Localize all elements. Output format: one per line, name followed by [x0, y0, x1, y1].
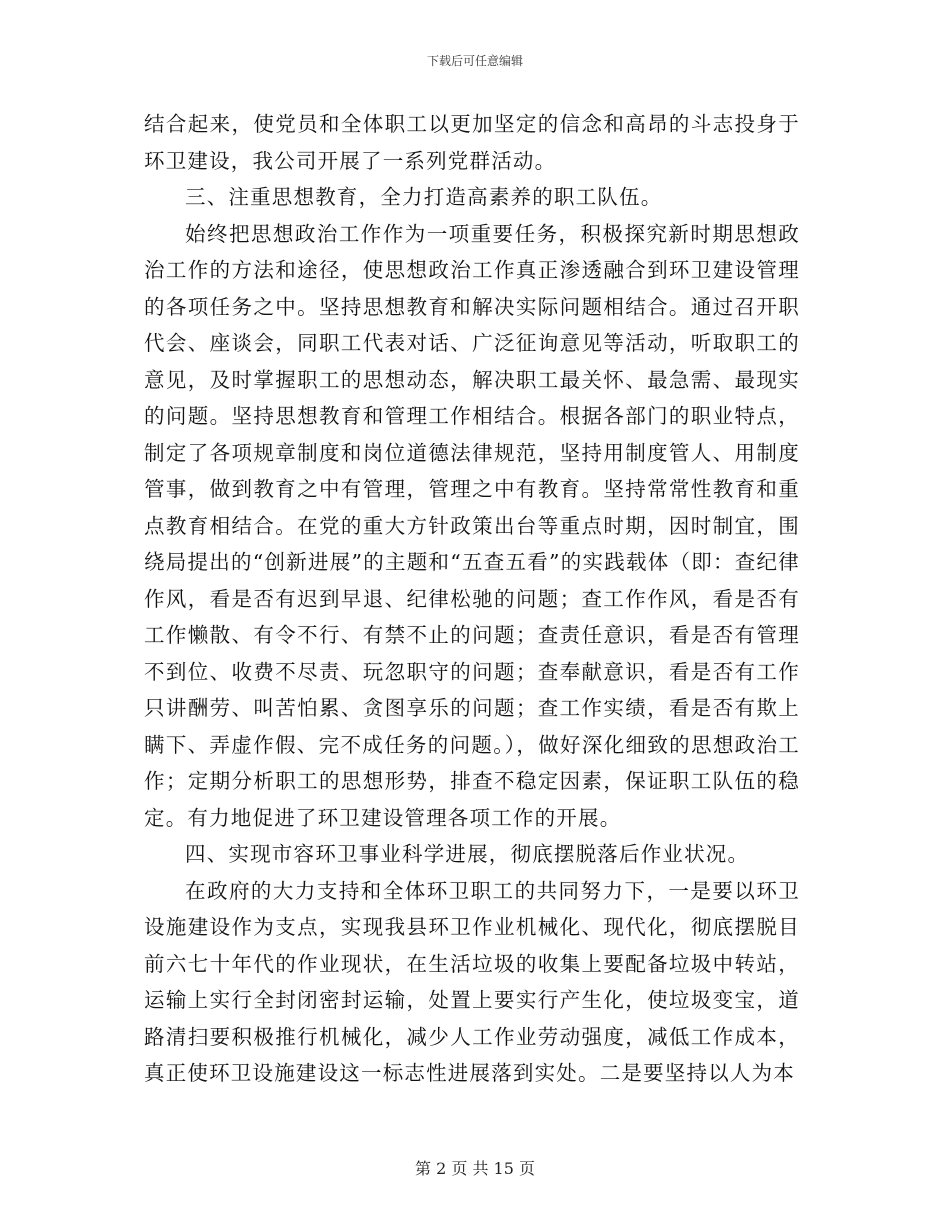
footer-prefix: 第: [414, 1159, 431, 1178]
footer-middle: 页 共: [451, 1159, 489, 1178]
document-body: [144, 106, 800, 1092]
page-footer: [0, 1159, 950, 1179]
current-page-number: 2: [436, 1159, 447, 1178]
paragraph-sanitation-development: 在政府的大力支持和全体环卫职工的共同努力下，一是要以环卫设施建设作为支点，实现我县环卫作业机械化、现代化，彻底摆脱目前六七十年代的作业现状，在生活垃圾的收集上要配备垃圾中转站，运输上实行全封闭密封运输，处置上要实行产生化，使垃圾变宝，道路清扫要积极推行机械化，减少人工作业劳动强度，减低工作成本，真正使环卫设施建设这一标志性进展落到实处。二是要坚持以人为本: [144, 878, 800, 1085]
total-page-count: 15: [493, 1159, 514, 1178]
paragraph-ideological-education: 始终把思想政治工作作为一项重要任务，积极探究新时期思想政治工作的方法和途径，使思想政治工作真正渗透融合到环卫建设管理的各项任务之中。坚持思想教育和解决实际问题相结合。通过召开职代会、座谈会，同职工代表对话、广泛征询意见等活动，听取职工的意见，及时掌握职工的思想动态，解决职工最关怀、最急需、最现实的问题。坚持思想教育和管理工作相结合。根据各部门的职业特点，制定了各项规章制度和岗位道德法律规范，坚持用制度管人、用制度管事，做到教育之中有管理，管理之中有教育。坚持常常性教育和重点教育相结合。在党的重大方针政策出台等重点时期，因时制宜，围绕局提出的“创新进展”的主题和“五查五看”的实践载体（即：查纪律作风，看是否有迟到早退、纪律松驰的问题；查工作作风，看是否有工作懒散、有令不行、有禁不止的问题；查责任意识，看是否有管理不到位、收费不尽责、玩忽职守的问题；查奉献意识，看是否有工作只讲酬劳、叫苦怕累、贪图享乐的问题；查工作实绩，看是否有欺上瞒下、弄虚作假、完不成任务的问题。），做好深化细致的思想政治工作；定期分析职工的思想形势，排查不稳定因素，保证职工队伍的稳定。有力地促进了环卫建设管理各项工作的开展。: [144, 221, 800, 830]
section-heading-4: 四、实现市容环卫事业科学进展，彻底摆脱落后作业状况。: [185, 842, 750, 866]
section-heading-3: 三、注重思想教育，全力打造高素养的职工队伍。: [185, 185, 663, 209]
paragraph-continuation: 结合起来，使党员和全体职工以更加坚定的信念和高昂的斗志投身于环卫建设，我公司开展了一系列党群活动。: [144, 112, 800, 173]
page-header-note: 下载后可任意编辑: [426, 54, 523, 68]
footer-suffix: 页: [519, 1159, 536, 1178]
